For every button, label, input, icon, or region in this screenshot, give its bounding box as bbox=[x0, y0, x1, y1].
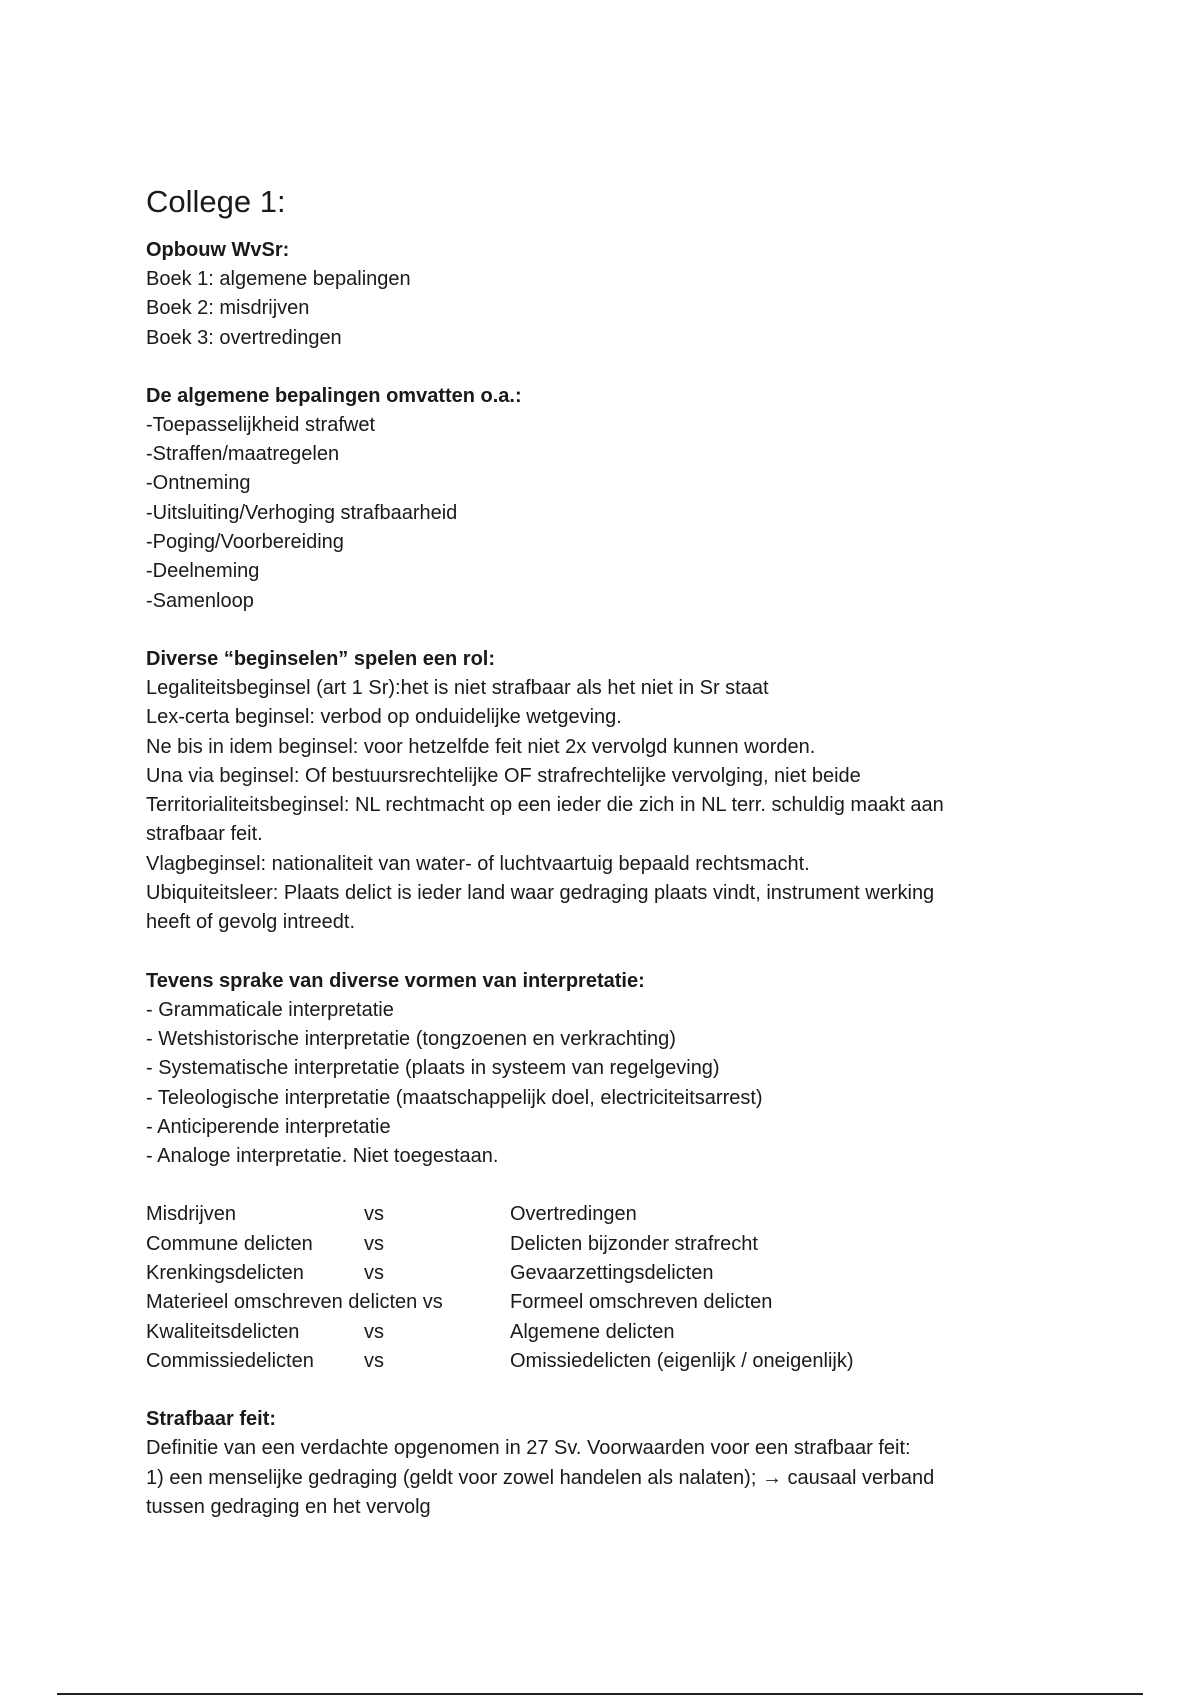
text-line: Territorialiteitsbeginsel: NL rechtmacht op een ieder die zich in NL terr. schuldig maakt aan bbox=[146, 794, 944, 817]
table-row bbox=[146, 1347, 854, 1376]
list-item: -Poging/Voorbereiding bbox=[146, 531, 344, 554]
section-beginselen bbox=[146, 645, 1066, 938]
section-heading: Opbouw WvSr: bbox=[146, 239, 290, 261]
comparison-right: Delicten bijzonder strafrecht bbox=[510, 1232, 758, 1255]
comparison-right: Omissiedelicten (eigenlijk / oneigenlijk) bbox=[510, 1349, 854, 1372]
table-row bbox=[146, 1318, 854, 1347]
list-item: - Systematische interpretatie (plaats in systeem van regelgeving) bbox=[146, 1057, 720, 1080]
text-line: 1) een menselijke gedraging (geldt voor zowel handelen als nalaten); → causaal verband bbox=[146, 1466, 935, 1489]
table-row bbox=[146, 1200, 854, 1229]
comparison-right: Formeel omschreven delicten bbox=[510, 1291, 773, 1314]
comparison-vs: vs bbox=[364, 1232, 384, 1255]
list-item: -Toepasselijkheid strafwet bbox=[146, 413, 375, 436]
section-algemene-bepalingen bbox=[146, 382, 1066, 616]
text-line: tussen gedraging en het vervolg bbox=[146, 1495, 431, 1518]
list-item: - Analoge interpretatie. Niet toegestaan. bbox=[146, 1145, 499, 1168]
text-line: Definitie van een verdachte opgenomen in 27 Sv. Voorwaarden voor een strafbaar feit: bbox=[146, 1437, 911, 1460]
text-line: Una via beginsel: Of bestuursrechtelijke OF strafrechtelijke vervolging, niet beide bbox=[146, 764, 861, 787]
text-line: Vlagbeginsel: nationaliteit van water- of luchtvaartuig bepaald rechtsmacht. bbox=[146, 852, 810, 875]
comparison-left: Commune delicten bbox=[146, 1232, 313, 1255]
document-content bbox=[146, 180, 1066, 1551]
text-line: Boek 2: misdrijven bbox=[146, 297, 310, 320]
comparison-left: Kwaliteitsdelicten bbox=[146, 1320, 300, 1343]
comparison-vs: vs bbox=[364, 1203, 384, 1226]
list-item: -Samenloop bbox=[146, 589, 254, 612]
section-heading: Strafbaar feit: bbox=[146, 1408, 277, 1431]
list-item: - Teleologische interpretatie (maatschappelijk doel, electriciteitsarrest) bbox=[146, 1086, 763, 1109]
text-line: Ubiquiteitsleer: Plaats delict is ieder land waar gedraging plaats vindt, instrument werking bbox=[146, 882, 935, 905]
section-heading: Tevens sprake van diverse vormen van interpretatie: bbox=[146, 969, 645, 992]
comparison-vs: vs bbox=[364, 1349, 384, 1372]
list-item: - Grammaticale interpretatie bbox=[146, 998, 394, 1021]
section-interpretatie bbox=[146, 967, 1066, 1172]
bottom-divider bbox=[57, 1693, 1143, 1695]
text-line: strafbaar feit. bbox=[146, 823, 263, 846]
table-row bbox=[146, 1288, 854, 1317]
text-line: Boek 3: overtredingen bbox=[146, 326, 342, 349]
page-title: College 1: bbox=[146, 184, 286, 219]
section-opbouw bbox=[146, 236, 1066, 353]
comparison-left: Krenkingsdelicten bbox=[146, 1262, 304, 1285]
list-item: - Anticiperende interpretatie bbox=[146, 1115, 391, 1138]
comparison-vs: vs bbox=[364, 1320, 384, 1343]
list-item: -Ontneming bbox=[146, 472, 251, 495]
text-line: Lex-certa beginsel: verbod op onduidelijke wetgeving. bbox=[146, 706, 622, 729]
comparison-right: Gevaarzettingsdelicten bbox=[510, 1262, 714, 1285]
comparison-left: Misdrijven bbox=[146, 1203, 237, 1226]
text-line: heeft of gevolg intreedt. bbox=[146, 911, 356, 934]
comparison-left: Commissiedelicten bbox=[146, 1349, 314, 1372]
text-line: Legaliteitsbeginsel (art 1 Sr):het is niet strafbaar als het niet in Sr staat bbox=[146, 676, 769, 699]
comparison-left: Materieel omschreven delicten vs bbox=[146, 1291, 443, 1314]
text-line: Boek 1: algemene bepalingen bbox=[146, 268, 411, 290]
list-item: - Wetshistorische interpretatie (tongzoenen en verkrachting) bbox=[146, 1027, 676, 1050]
comparison-vs: vs bbox=[364, 1262, 384, 1285]
comparison-right: Overtredingen bbox=[510, 1203, 637, 1226]
section-strafbaar-feit bbox=[146, 1405, 1066, 1522]
list-item: -Straffen/maatregelen bbox=[146, 443, 340, 466]
section-heading: De algemene bepalingen omvatten o.a.: bbox=[146, 384, 522, 407]
table-row bbox=[146, 1259, 854, 1288]
list-item: -Uitsluiting/Verhoging strafbaarheid bbox=[146, 501, 458, 524]
section-heading: Diverse “beginselen” spelen een rol: bbox=[146, 647, 496, 670]
text-line: Ne bis in idem beginsel: voor hetzelfde feit niet 2x vervolgd kunnen worden. bbox=[146, 735, 816, 758]
comparison-table bbox=[146, 1200, 854, 1376]
list-item: -Deelneming bbox=[146, 560, 260, 583]
comparison-right: Algemene delicten bbox=[510, 1320, 675, 1343]
table-row bbox=[146, 1230, 854, 1259]
